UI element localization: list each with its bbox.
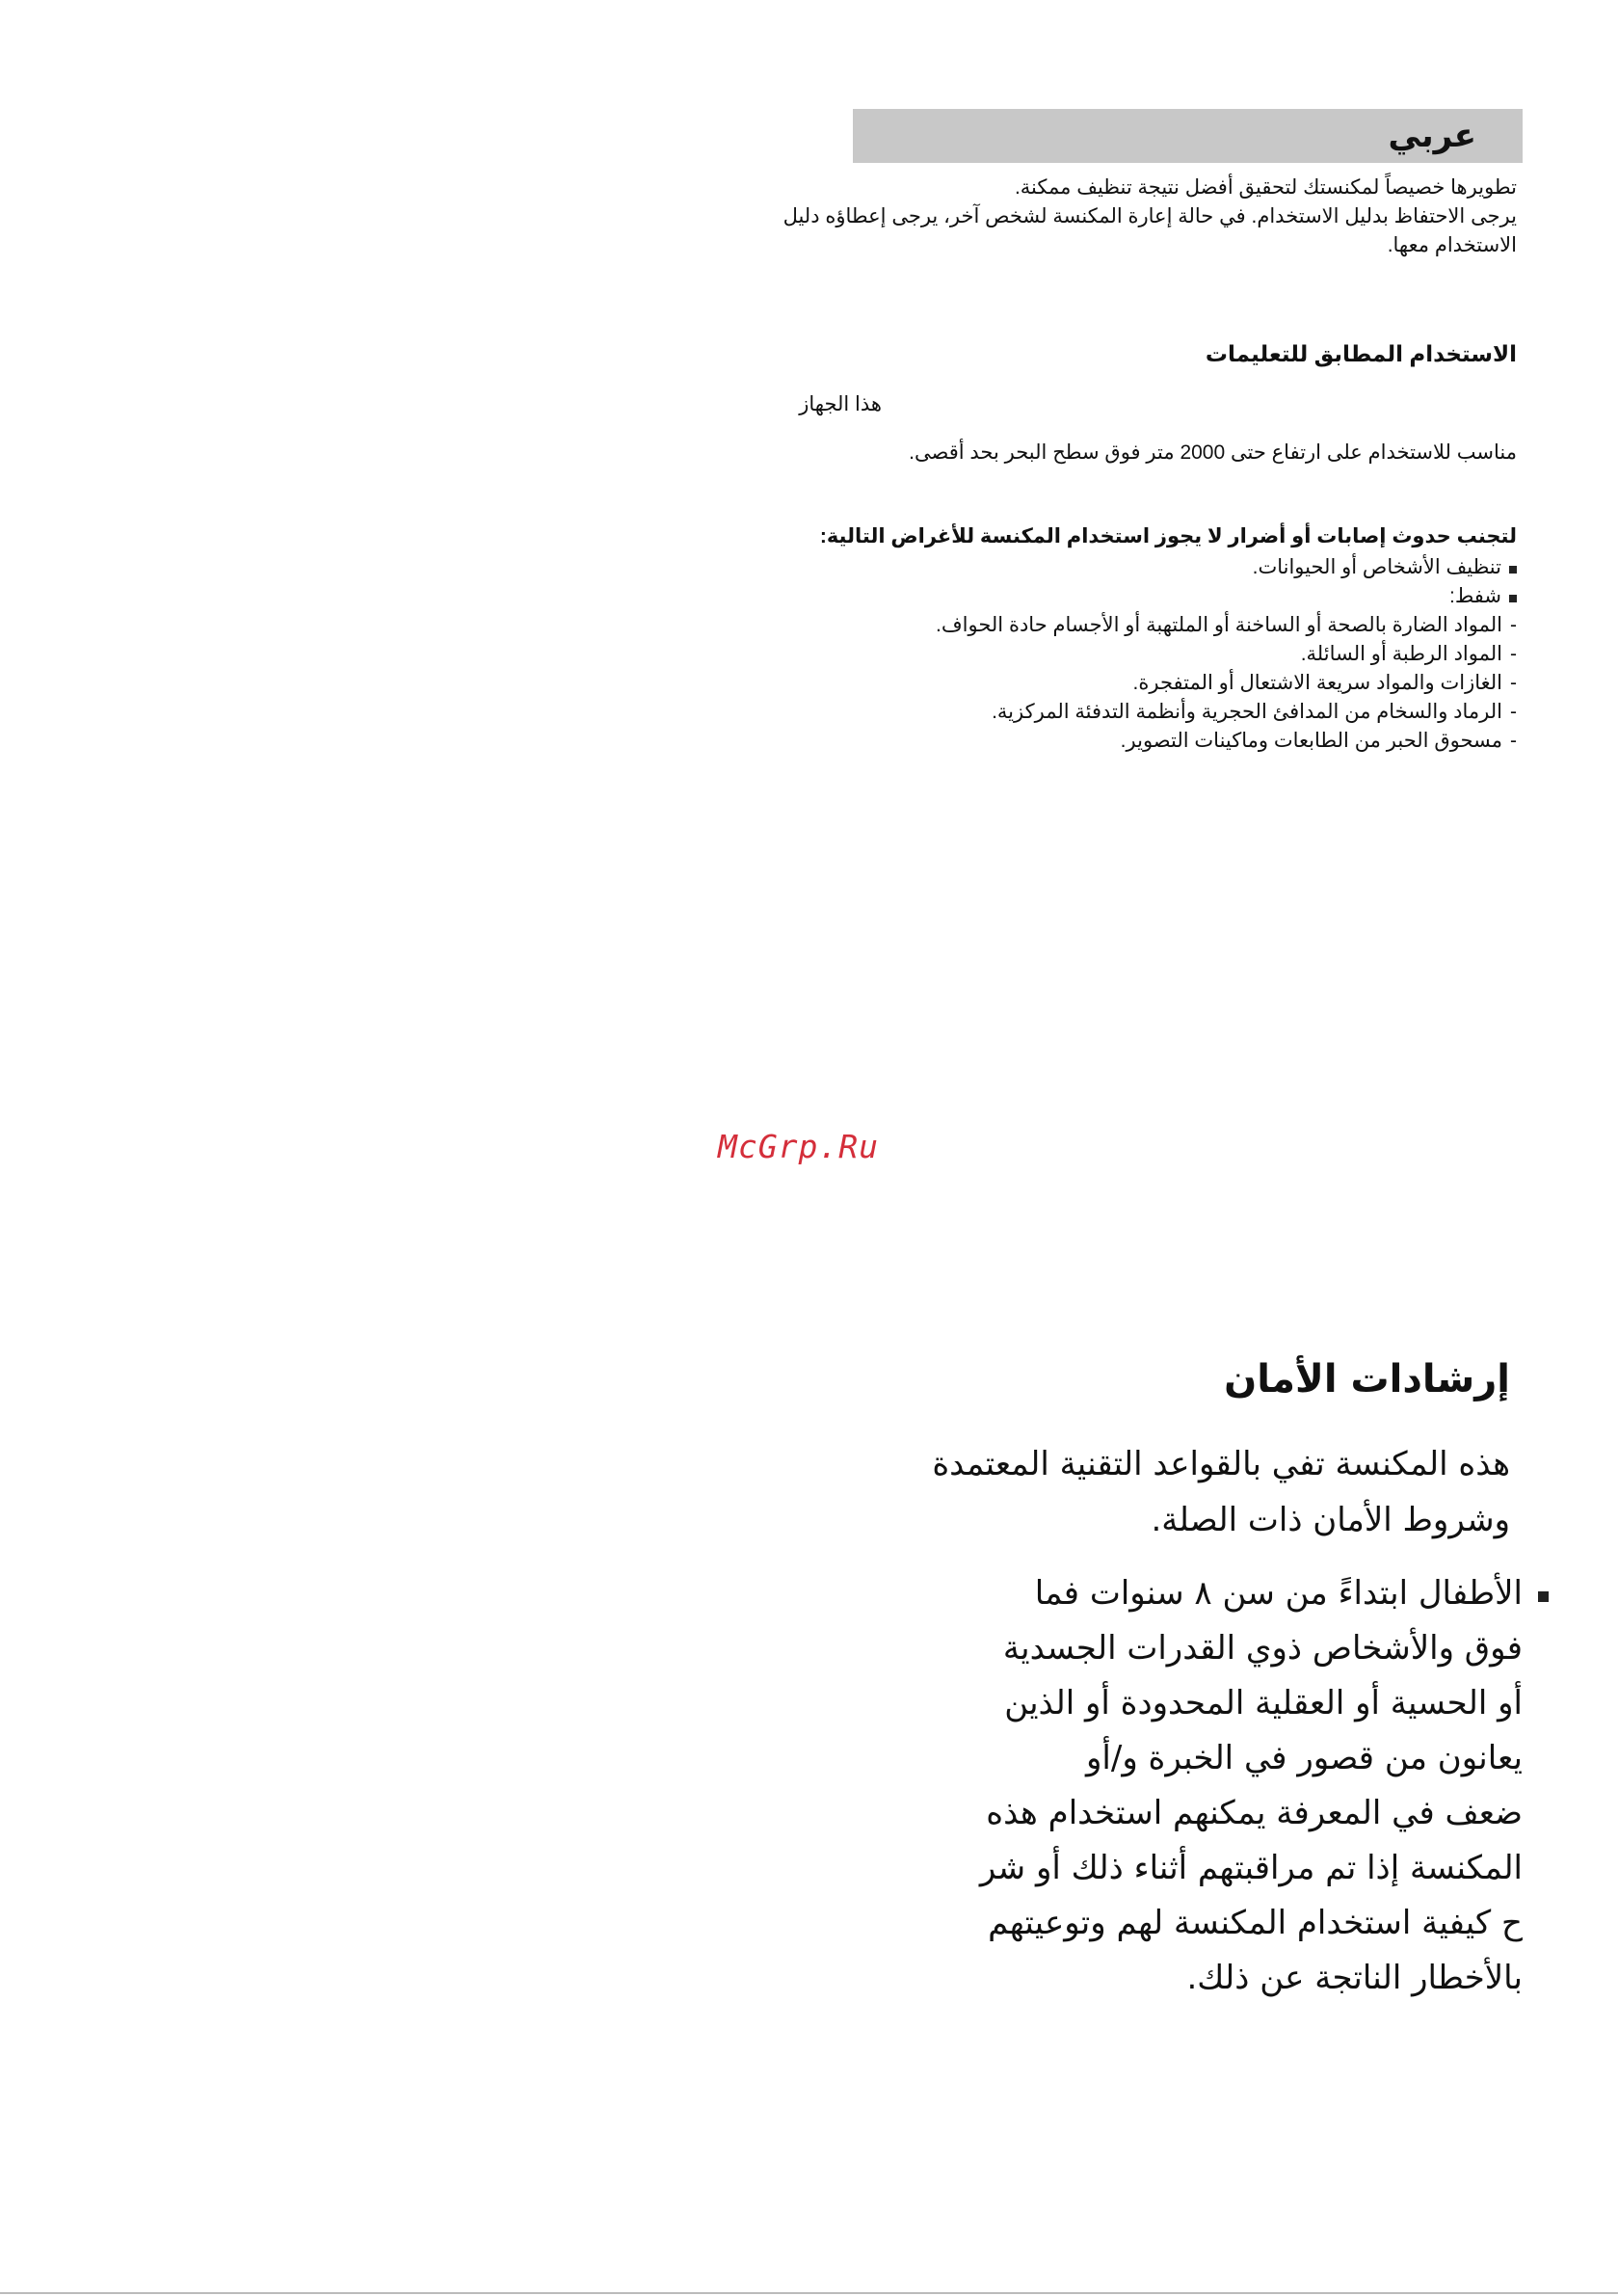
prohibited-list (746, 553, 1517, 756)
intended-use-heading: الاستخدام المطابق للتعليمات (1205, 341, 1517, 366)
list-item: - مسحوق الحبر من الطابعات وماكينات التصوير. (1120, 730, 1517, 752)
safety-item-line: بالأخطار الناتجة عن ذلك. (1186, 1959, 1523, 1997)
prohibited-uses-heading: لتجنب حدوث إصابات أو أضرار لا يجوز استخدام المكنسة للأغراض التالية: (819, 525, 1517, 547)
altitude-note: مناسب للاستخدام على ارتفاع حتى 2000 متر فوق سطح البحر بحد أقصى. (909, 441, 1517, 464)
square-bullet-icon (1509, 566, 1517, 574)
safety-list-item (855, 1566, 1549, 2006)
list-item: - الغازات والمواد سريعة الاشتعال أو المتفجرة. (1132, 672, 1517, 694)
language-label: عربي (1388, 117, 1476, 155)
list-item: - الرماد والسخام من المدافئ الحجرية وأنظمة التدفئة المركزية. (992, 701, 1517, 723)
safety-item-text (980, 1566, 1523, 2006)
page-bottom-divider (0, 2292, 1618, 2294)
intro-line: تطويرها خصيصاً لمكنستك لتحقيق أفضل نتيجة تنظيف ممكنة. (1014, 176, 1517, 199)
device-label-row (746, 390, 1517, 419)
square-bullet-icon (1538, 1591, 1549, 1602)
language-header-band (853, 109, 1523, 163)
intro-line: يرجى الاحتفاظ بدليل الاستخدام. في حالة إعارة المكنسة لشخص آخر، يرجى إعطاؤه دليل (782, 205, 1517, 227)
watermark: McGrp.Ru (718, 1128, 879, 1165)
safety-item-line: الأطفال ابتداءً من سن ٨ سنوات فما (1034, 1574, 1523, 1613)
safety-intro-line: هذه المكنسة تفي بالقواعد التقنية المعتمدة (932, 1445, 1510, 1483)
square-bullet-icon (1509, 595, 1517, 602)
list-item: شفط: (746, 582, 1517, 611)
suction-sublist (746, 611, 1517, 756)
intro-line: الاستخدام معها. (1387, 234, 1517, 256)
safety-item-line: فوق والأشخاص ذوي القدرات الجسدية (1002, 1629, 1523, 1668)
safety-item-line: يعانون من قصور في الخبرة و/أو (1086, 1739, 1523, 1777)
safety-intro-line: وشروط الأمان ذات الصلة. (1151, 1501, 1510, 1539)
intro-paragraph (746, 174, 1517, 260)
safety-title: إرشادات الأمان (1224, 1357, 1510, 1402)
list-item: تنظيف الأشخاص أو الحيوانات. (746, 553, 1517, 582)
safety-item-line: ح كيفية استخدام المكنسة لهم وتوعيتهم (988, 1904, 1523, 1942)
safety-item-line: ضعف في المعرفة يمكنهم استخدام هذه (986, 1794, 1523, 1832)
safety-intro (836, 1436, 1510, 1548)
device-label: هذا الجهاز (799, 393, 882, 415)
safety-item-line: أو الحسية أو العقلية المحدودة أو الذين (1004, 1684, 1523, 1722)
list-item: - المواد الضارة بالصحة أو الساخنة أو الملتهبة أو الأجسام حادة الحواف. (936, 614, 1517, 636)
list-item: - المواد الرطبة أو السائلة. (1300, 643, 1517, 665)
safety-item-line: المكنسة إذا تم مراقبتهم أثناء ذلك أو شر (979, 1849, 1523, 1887)
